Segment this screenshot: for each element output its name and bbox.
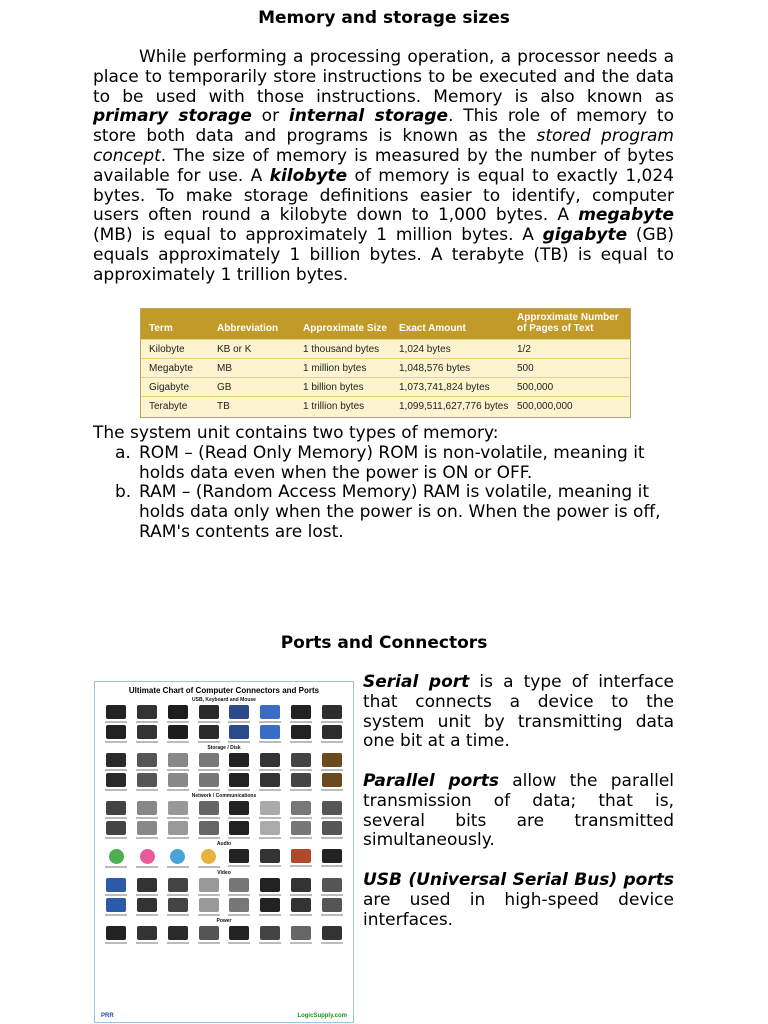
table-cell: 1,073,741,824 bytes [391, 378, 509, 397]
chart-footer-logo: PRR [101, 1013, 114, 1019]
chart-body [95, 697, 353, 944]
connector-icon [134, 753, 160, 771]
connector-icon [196, 898, 222, 916]
memory-types-list [93, 424, 693, 543]
storage-size-table-image [140, 308, 631, 418]
chart-icon-row [95, 723, 353, 743]
connector-icon [226, 898, 252, 916]
connector-icon [134, 849, 160, 868]
text-span: . The size of memory is measured by the number of bytes available for use. A [93, 145, 674, 186]
memory-types-intro: The system unit contains two types of memory: [93, 423, 499, 443]
connector-icon [288, 821, 314, 839]
table-cell: Gigabyte [141, 378, 209, 397]
table-cell: 1,048,576 bytes [391, 359, 509, 378]
chart-section-title: Audio [216, 841, 232, 847]
connector-icon [257, 753, 283, 771]
connector-icon [319, 725, 345, 743]
chart-section-title: USB, Keyboard and Mouse [192, 697, 256, 703]
memory-paragraph [93, 48, 674, 286]
chart-icon-row [95, 819, 353, 839]
connector-icon [165, 705, 191, 723]
chart-section-title: Video [217, 870, 231, 876]
connector-icon [196, 849, 222, 868]
chart-icon-row [95, 847, 353, 868]
term-gigabyte: gigabyte [542, 225, 628, 246]
connector-icon [226, 753, 252, 771]
connector-icon [319, 801, 345, 819]
connector-icon [257, 878, 283, 896]
text-span: of memory is equal to exactly 1,024 bytes. To make storage definitions easier to identify, computer users often round a kilobyte down to 1,000 bytes. A [93, 165, 675, 226]
table-cell: 500,000,000 [509, 397, 630, 416]
table-row [141, 340, 630, 359]
chart-icon-row [95, 924, 353, 944]
chart-icon-row [95, 896, 353, 916]
connector-icon [257, 705, 283, 723]
connector-icon [257, 725, 283, 743]
connector-icon [226, 705, 252, 723]
table-header-row [141, 309, 630, 340]
connector-icon [319, 898, 345, 916]
connector-icon [288, 725, 314, 743]
table-cell: TB [209, 397, 295, 416]
connector-icon [103, 898, 129, 916]
table-cell: KB or K [209, 340, 295, 359]
connector-icon [103, 753, 129, 771]
memory-heading: Memory and storage sizes [258, 8, 510, 28]
text-span: (GB) equals approximately 1 billion bytes. A terabyte (TB) is equal to approximately 1 trillion bytes. [93, 225, 674, 285]
chart-icon-row [95, 771, 353, 791]
connector-icon [319, 878, 345, 896]
connector-icon [288, 753, 314, 771]
connector-icon [226, 801, 252, 819]
usb-port-text: are used in high-speed device interfaces. [363, 889, 674, 930]
term-primary-storage: primary storage [93, 106, 252, 127]
connector-icon [226, 849, 252, 868]
connector-icon [196, 821, 222, 839]
connector-icon [103, 878, 129, 896]
connector-icon [103, 801, 129, 819]
table-cell: Kilobyte [141, 340, 209, 359]
table-cell: MB [209, 359, 295, 378]
connector-icon [134, 773, 160, 791]
usb-port-paragraph [363, 871, 674, 930]
storage-size-table [141, 309, 630, 415]
header-term: Term [141, 309, 209, 340]
header-exact-amount: Exact Amount [391, 309, 509, 340]
connector-icon [257, 898, 283, 916]
list-marker: a. [115, 442, 131, 463]
parallel-port-text: allow the parallel transmission of data; that is, several bits are transmitted simultaneously. [363, 771, 674, 851]
connector-icon [196, 773, 222, 791]
connector-icon [103, 849, 129, 868]
parallel-port-paragraph [363, 772, 674, 851]
chart-section-title: Network / Communications [191, 793, 257, 799]
connector-icon [257, 849, 283, 868]
connector-icon [103, 926, 129, 944]
connector-icon [257, 821, 283, 839]
connector-icon [319, 705, 345, 723]
connector-icon [134, 705, 160, 723]
chart-icon-row [95, 799, 353, 819]
chart-footer [95, 1013, 353, 1019]
header-abbreviation: Abbreviation [209, 309, 295, 340]
connector-icon [165, 849, 191, 868]
connector-icon [165, 821, 191, 839]
connector-icon [103, 773, 129, 791]
text-span: or [251, 106, 289, 127]
connector-icon [165, 926, 191, 944]
connector-icon [196, 753, 222, 771]
serial-port-text: is a type of interface that connects a device to the system unit by transmitting data one bit at a time. [363, 672, 675, 752]
connector-icon [288, 773, 314, 791]
table-cell: Terabyte [141, 397, 209, 416]
chart-section-title: Storage / Disk [207, 745, 241, 751]
chart-footer-site: LogicSupply.com [297, 1013, 347, 1019]
connector-icon [226, 878, 252, 896]
term-megabyte: megabyte [578, 205, 674, 226]
connector-icon [319, 753, 345, 771]
connector-icon [196, 725, 222, 743]
connector-icon [319, 849, 345, 868]
list-item [93, 483, 693, 542]
text-span: (MB) is equal to approximately 1 million bytes. A [93, 225, 543, 246]
connector-icon [196, 926, 222, 944]
connector-icon [103, 705, 129, 723]
chart-icon-row [95, 876, 353, 896]
connector-icon [165, 725, 191, 743]
connector-icon [226, 773, 252, 791]
term-stored-program: stored program concept [93, 126, 674, 166]
connector-icon [165, 878, 191, 896]
header-approx-size: Approximate Size [295, 309, 391, 340]
term-usb-ports: USB (Universal Serial Bus) ports [363, 870, 674, 890]
table-cell: 1,099,511,627,776 bytes [391, 397, 509, 416]
connector-icon [319, 773, 345, 791]
connector-icon [165, 898, 191, 916]
connector-icon [134, 926, 160, 944]
connector-icon [134, 801, 160, 819]
connectors-chart-image [94, 681, 354, 1023]
connector-icon [134, 821, 160, 839]
connector-icon [165, 773, 191, 791]
ports-heading: Ports and Connectors [280, 633, 488, 653]
connector-icon [134, 725, 160, 743]
connector-icon [165, 753, 191, 771]
connector-icon [288, 898, 314, 916]
connector-icon [226, 725, 252, 743]
table-cell: 1 trillion bytes [295, 397, 391, 416]
connector-icon [103, 821, 129, 839]
term-internal-storage: internal storage [288, 106, 449, 127]
table-row [141, 378, 630, 397]
table-row [141, 397, 630, 416]
connector-icon [288, 705, 314, 723]
connector-icon [165, 801, 191, 819]
connector-icon [257, 801, 283, 819]
serial-port-paragraph [363, 673, 674, 752]
text-span: . This role of memory to store both data and programs is known as the [93, 106, 674, 147]
connector-icon [319, 821, 345, 839]
term-serial-port: Serial port [363, 672, 470, 692]
chart-icon-row [95, 751, 353, 771]
connector-icon [257, 926, 283, 944]
connector-icon [226, 926, 252, 944]
connector-icon [288, 801, 314, 819]
table-cell: 500,000 [509, 378, 630, 397]
table-cell: Megabyte [141, 359, 209, 378]
term-kilobyte: kilobyte [269, 165, 348, 186]
connector-icon [288, 849, 314, 868]
list-item-text: RAM – (Random Access Memory) RAM is volatile, meaning it holds data only when the power is on. When the power is off, RAM's contents are lost. [139, 482, 661, 542]
chart-section-title: Power [216, 918, 232, 924]
table-cell: 500 [509, 359, 630, 378]
connector-icon [288, 878, 314, 896]
list-item [93, 444, 693, 484]
table-cell: 1 thousand bytes [295, 340, 391, 359]
connector-icon [196, 705, 222, 723]
connector-icon [196, 878, 222, 896]
table-row [141, 359, 630, 378]
chart-icon-row [95, 703, 353, 723]
table-cell: GB [209, 378, 295, 397]
list-marker: b. [115, 482, 132, 503]
connector-icon [288, 926, 314, 944]
table-cell: 1 billion bytes [295, 378, 391, 397]
term-parallel-ports: Parallel ports [363, 771, 499, 791]
table-cell: 1,024 bytes [391, 340, 509, 359]
chart-title: Ultimate Chart of Computer Connectors and Ports [128, 686, 320, 695]
connector-icon [226, 821, 252, 839]
list-item-text: ROM – (Read Only Memory) ROM is non-volatile, meaning it holds data even when the power is ON or OFF. [139, 442, 645, 483]
connector-icon [134, 898, 160, 916]
connector-icon [257, 773, 283, 791]
connector-icon [196, 801, 222, 819]
text-span: While performing a processing operation, a processor needs a place to temporarily store instructions to be executed and the data to be used with those instructions. Memory is also known as [93, 47, 674, 107]
connector-icon [134, 878, 160, 896]
table-cell: 1 million bytes [295, 359, 391, 378]
table-cell: 1/2 [509, 340, 630, 359]
header-pages: Approximate Number of Pages of Text [509, 309, 630, 340]
connector-icon [103, 725, 129, 743]
connector-icon [319, 926, 345, 944]
